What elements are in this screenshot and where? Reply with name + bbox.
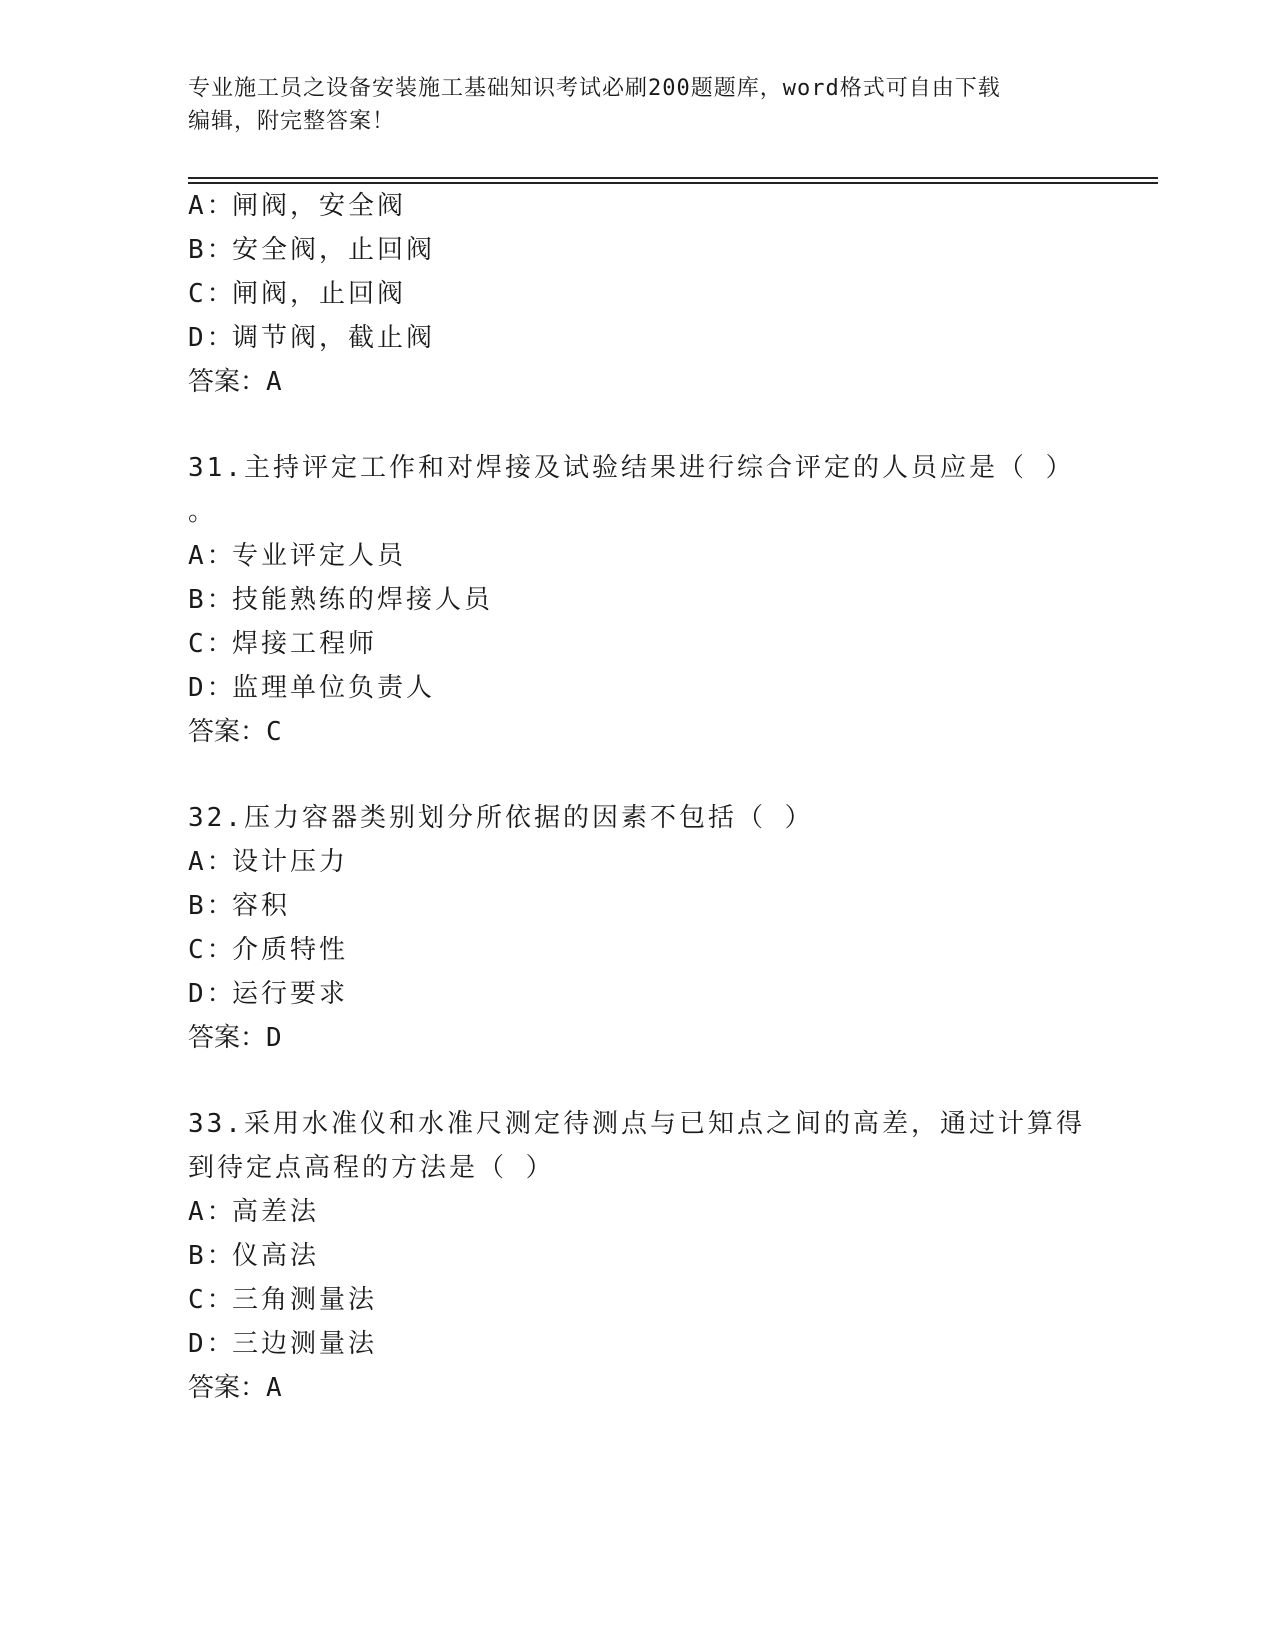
option-label: D：: [188, 1329, 236, 1359]
document-header: [188, 72, 1068, 138]
q31-option-b: [188, 584, 493, 616]
q32-option-c: [188, 934, 348, 966]
option-label: A：: [188, 1197, 236, 1227]
option-text: 介质特性: [232, 935, 349, 965]
answer-value: C: [266, 717, 282, 747]
option-text: 仪高法: [232, 1241, 320, 1271]
q32-option-a: [188, 846, 348, 878]
q30-option-b: [188, 234, 435, 266]
option-text: 调节阀，截止阀: [232, 323, 436, 353]
q33-stem-line-1: 33.采用水准仪和水准尺测定待测点与已知点之间的高差，通过计算得: [188, 1109, 1085, 1139]
option-label: C：: [188, 279, 236, 309]
option-label: B：: [188, 1241, 236, 1271]
option-label: B：: [188, 585, 236, 615]
option-label: C：: [188, 629, 236, 659]
option-text: 运行要求: [232, 979, 349, 1009]
answer-label: 答案：: [188, 717, 267, 747]
option-text: 技能熟练的焊接人员: [232, 585, 494, 615]
answer-value: D: [266, 1023, 282, 1053]
q33-option-c: [188, 1284, 377, 1316]
header-line-2: 编辑，附完整答案！: [188, 109, 396, 134]
q31-option-d: [188, 672, 435, 704]
answer-label: 答案：: [188, 1023, 267, 1053]
option-label: A：: [188, 541, 236, 571]
option-text: 高差法: [232, 1197, 320, 1227]
option-text: 闸阀，安全阀: [232, 191, 407, 221]
option-text: 三角测量法: [232, 1285, 378, 1315]
q30-answer: [188, 366, 282, 398]
header-divider-top: [188, 177, 1158, 179]
q32-answer: [188, 1022, 282, 1054]
q31-option-c: [188, 628, 377, 660]
q33-option-a: [188, 1196, 319, 1228]
option-text: 焊接工程师: [232, 629, 378, 659]
option-label: D：: [188, 673, 236, 703]
option-label: C：: [188, 935, 236, 965]
q33-option-d: [188, 1328, 377, 1360]
option-text: 容积: [232, 891, 291, 921]
option-text: 专业评定人员: [232, 541, 407, 571]
q30-option-c: [188, 278, 406, 310]
q33-stem-line-2: 到待定点高程的方法是（ ）: [188, 1153, 555, 1183]
q30-option-a: [188, 190, 406, 222]
answer-value: A: [266, 367, 282, 397]
option-text: 设计压力: [232, 847, 349, 877]
option-text: 三边测量法: [232, 1329, 378, 1359]
option-label: A：: [188, 191, 236, 221]
q30-option-d: [188, 322, 435, 354]
q33-option-b: [188, 1240, 319, 1272]
option-label: D：: [188, 323, 236, 353]
answer-label: 答案：: [188, 367, 267, 397]
q32-option-d: [188, 978, 348, 1010]
option-label: A：: [188, 847, 236, 877]
q32-stem: 32.压力容器类别划分所依据的因素不包括（ ）: [188, 803, 814, 833]
answer-label: 答案：: [188, 1373, 267, 1403]
option-text: 安全阀，止回阀: [232, 235, 436, 265]
header-line-1: 专业施工员之设备安装施工基础知识考试必刷200题题库，word格式可自由下载: [188, 76, 1001, 101]
q31-option-a: [188, 540, 406, 572]
q31-stem-line-2: 。: [188, 497, 218, 527]
q31-answer: [188, 716, 282, 748]
q32-option-b: [188, 890, 290, 922]
q31-stem-line-1: 31.主持评定工作和对焊接及试验结果进行综合评定的人员应是（ ）: [188, 453, 1075, 483]
option-label: C：: [188, 1285, 236, 1315]
header-divider-bottom: [188, 182, 1158, 184]
option-label: D：: [188, 979, 236, 1009]
option-text: 闸阀，止回阀: [232, 279, 407, 309]
option-text: 监理单位负责人: [232, 673, 436, 703]
answer-value: A: [266, 1373, 282, 1403]
option-label: B：: [188, 235, 236, 265]
option-label: B：: [188, 891, 236, 921]
q33-answer: [188, 1372, 282, 1404]
